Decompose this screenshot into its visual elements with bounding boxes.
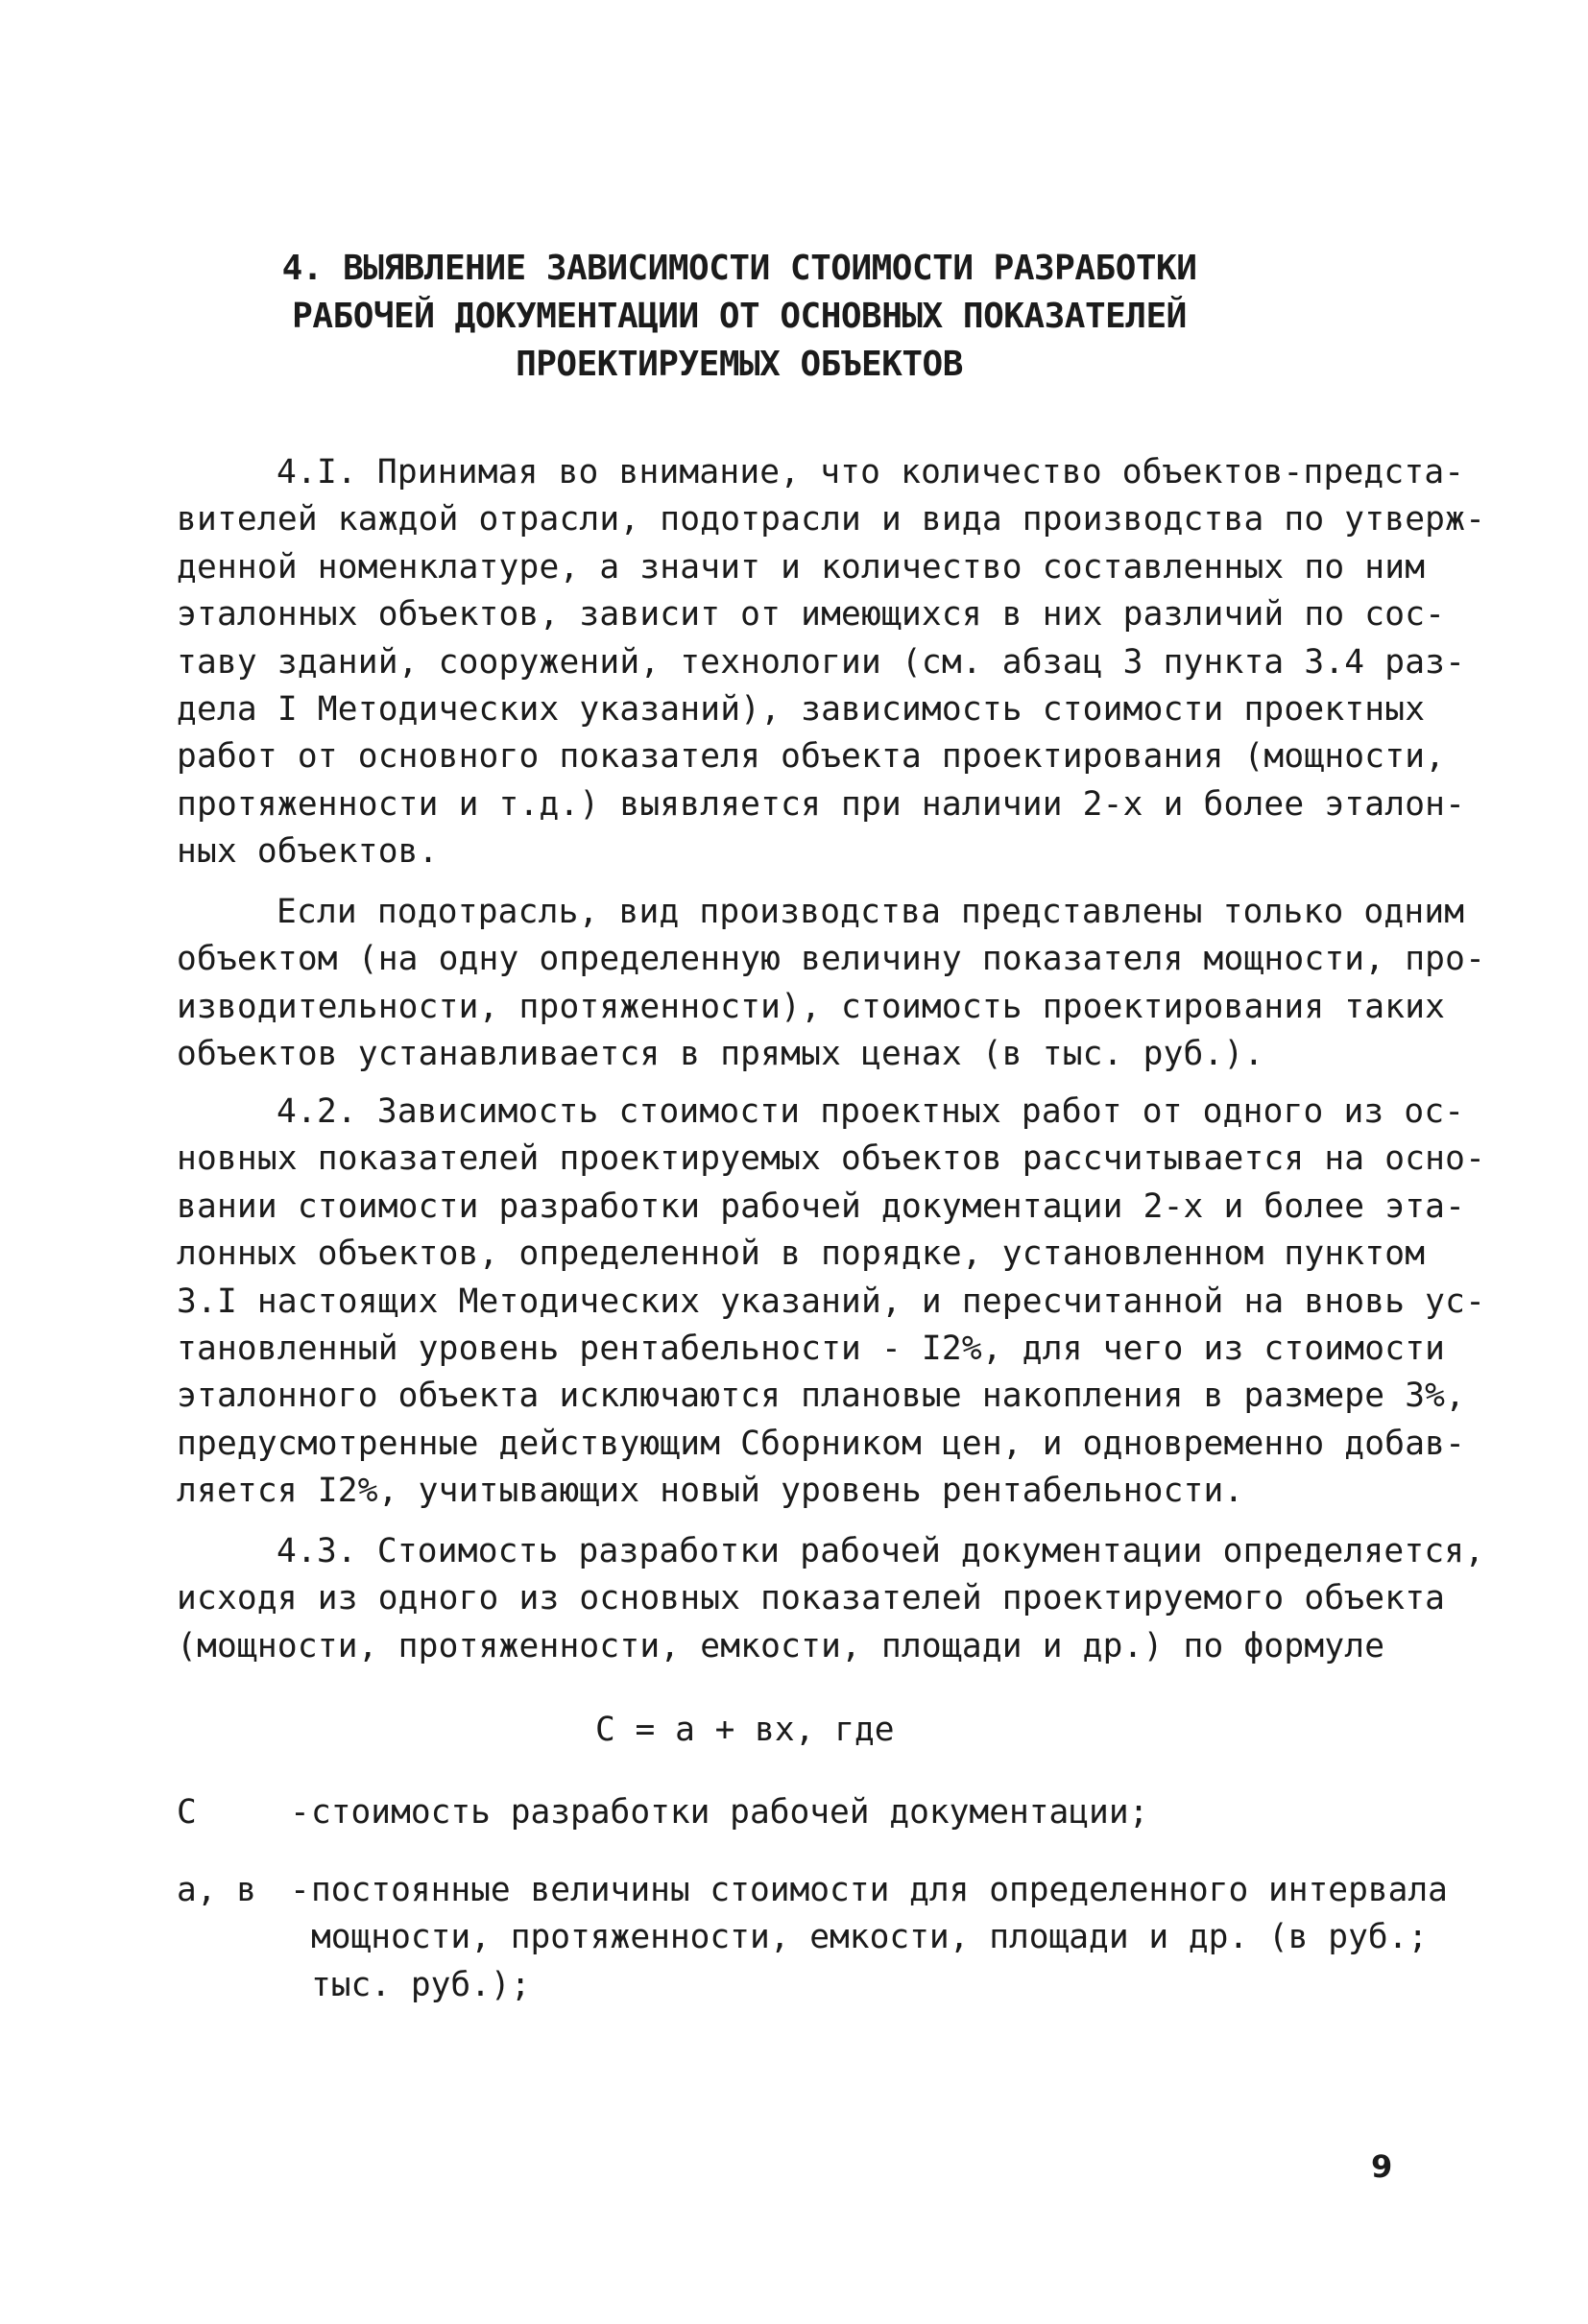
paragraph-line: ных объектов. — [177, 832, 439, 872]
section-heading — [240, 245, 1239, 389]
heading-line-2: РАБОЧЕЙ ДОКУМЕНТАЦИИ ОТ ОСНОВНЫХ ПОКАЗАТЕЛЕЙ — [292, 297, 1187, 336]
definition-line: тыс. руб.); — [311, 1965, 531, 2004]
paragraph-line: таву зданий, сооружений, технологии (см. абзац 3 пункта 3.4 раз- — [177, 642, 1466, 682]
paragraph-line: дела I Методических указаний), зависимость стоимости проектных — [177, 689, 1426, 729]
definition-line: стоимость разработки рабочей документации; — [311, 1793, 1149, 1832]
definition-line: мощности, протяженности, емкости, площади и др. (в руб.; — [311, 1918, 1429, 1957]
paragraph-line: эталонных объектов, зависит от имеющихся в них различий по сос- — [177, 595, 1446, 635]
paragraph-line: новных показателей проектируемых объектов рассчитывается на осно- — [177, 1139, 1486, 1179]
paragraph-line: исходя из одного из основных показателей проектируемого объекта — [177, 1579, 1446, 1618]
definition-term: а, в — [177, 1871, 257, 1909]
paragraph-line: изводительности, протяженности), стоимость проектирования таких — [177, 987, 1446, 1026]
paragraph-line: эталонного объекта исключаются плановые накопления в размере 3%, — [177, 1377, 1466, 1416]
definition-description — [311, 1789, 1415, 1836]
definition-dash: - — [290, 1871, 310, 1909]
definition-line: постоянные величины стоимости для определенного интервала — [311, 1871, 1448, 1909]
paragraph-line: 3.I настоящих Методических указаний, и пересчитанной на вновь ус- — [177, 1282, 1486, 1321]
paragraph-4-2 — [177, 1089, 1486, 1516]
heading-line-1: 4. ВЫЯВЛЕНИЕ ЗАВИСИМОСТИ СТОИМОСТИ РАЗРАБОТКИ — [281, 249, 1197, 288]
paragraph-4-1 — [177, 449, 1486, 876]
paragraph-line: (мощности, протяженности, емкости, площади и др.) по формуле — [177, 1626, 1385, 1665]
paragraph-line: 4.2. Зависимость стоимости проектных работ от одного из ос- — [277, 1092, 1465, 1131]
page-number: 9 — [1371, 2148, 1393, 2185]
definition-description — [311, 1867, 1448, 2009]
paragraph-line: вании стоимости разработки рабочей документации 2-х и более эта- — [177, 1186, 1466, 1226]
paragraph-line: протяженности и т.д.) выявляется при наличии 2-х и более эталон- — [177, 784, 1466, 824]
heading-line-3: ПРОЕКТИРУЕМЫХ ОБЪЕКТОВ — [516, 345, 963, 384]
paragraph-line: вителей каждой отрасли, подотрасли и вида производства по утверж- — [177, 500, 1486, 539]
paragraph-line: работ от основного показателя объекта проектирования (мощности, — [177, 737, 1446, 777]
paragraph-line: объектом (на одну определенную величину показателя мощности, про- — [177, 940, 1486, 979]
paragraph-line: объектов устанавливается в прямых ценах (в тыс. руб.). — [177, 1035, 1264, 1074]
paragraph-line: 4.3. Стоимость разработки рабочей документации определяется, — [277, 1532, 1485, 1570]
paragraph-line: ляется I2%, учитывающих новый уровень рентабельности. — [177, 1472, 1244, 1511]
cost-formula: С = а + вх, где — [595, 1711, 895, 1749]
paragraph-line: предусмотренные действующим Сборником цен, и одновременно добав- — [177, 1424, 1466, 1463]
paragraph-line: денной номенклатуре, а значит и количество составленных по ним — [177, 547, 1426, 587]
definition-dash: - — [290, 1793, 310, 1832]
paragraph-line: Если подотрасль, вид производства представлены только одним — [277, 893, 1465, 931]
paragraph-line: 4.I. Принимая во внимание, что количество объектов-предста- — [277, 453, 1465, 491]
paragraph-single-object — [177, 889, 1486, 1079]
paragraph-line: тановленный уровень рентабельности - I2%, для чего из стоимости — [177, 1329, 1446, 1368]
paragraph-4-3 — [177, 1528, 1485, 1670]
definition-term: С — [177, 1793, 197, 1832]
paragraph-line: лонных объектов, определенной в порядке, установленном пунктом — [177, 1234, 1426, 1274]
